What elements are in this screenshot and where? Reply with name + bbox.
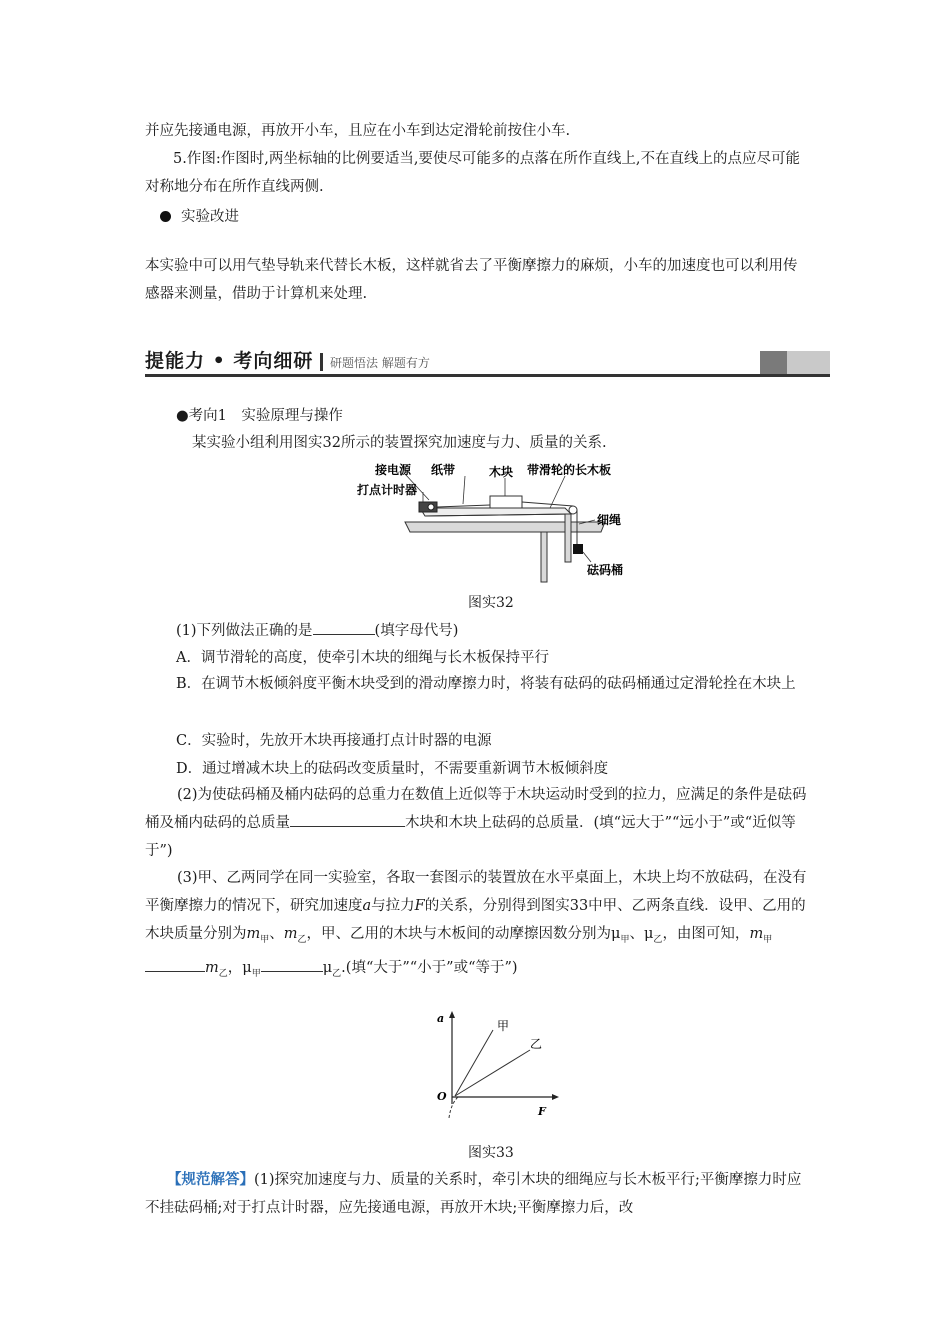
x-axis-arrow bbox=[552, 1094, 559, 1100]
q3-part1: (3)甲、乙两同学在同一实验室，各取一套图示的装置放在水平桌面上，木块上均不放砝码，在没有平衡摩擦力的情况下，研究加速度 bbox=[145, 870, 807, 914]
sub-jia: 甲 bbox=[620, 934, 630, 945]
origin-label: O bbox=[437, 1090, 447, 1103]
var-a: a bbox=[362, 898, 372, 914]
label-block: 木块 bbox=[489, 465, 514, 479]
var-mu: μ bbox=[322, 959, 333, 976]
label-string: 细绳 bbox=[597, 513, 622, 527]
y-axis-arrow bbox=[449, 1011, 455, 1018]
figure-33-caption: 图实33 bbox=[468, 1145, 514, 1161]
axis-x-label: F bbox=[538, 1105, 546, 1118]
line-jia bbox=[455, 1030, 493, 1096]
paper-tape bbox=[437, 505, 490, 507]
answer-paragraph bbox=[145, 1166, 810, 1222]
leader-tape bbox=[463, 476, 465, 504]
q3-part2: 与拉力 bbox=[371, 898, 415, 914]
sub-yi: 乙 bbox=[653, 934, 663, 945]
sub-jia: 甲 bbox=[763, 934, 773, 945]
line-yi bbox=[455, 1050, 530, 1096]
table-top bbox=[405, 522, 605, 532]
section-header-title: 提能力 • 考向细研 bbox=[145, 350, 314, 372]
label-power: 接电源 bbox=[375, 463, 412, 477]
sep: 、 bbox=[269, 926, 284, 942]
var-m: m bbox=[749, 926, 764, 942]
var-mu: μ bbox=[643, 926, 654, 942]
timer-knob bbox=[428, 504, 434, 510]
bullet-icon bbox=[160, 211, 171, 222]
improve-heading-text: 实验改进 bbox=[181, 209, 239, 225]
figure-32-caption: 图实32 bbox=[468, 595, 514, 611]
q1-tail: (填字母代号) bbox=[374, 623, 459, 639]
dashed-curve bbox=[449, 1096, 459, 1118]
q1-option-d: D．通过增减木块上的砝码改变质量时，不需要重新调节木板倾斜度 bbox=[176, 761, 609, 777]
q2-text bbox=[145, 781, 810, 865]
intro-line-1: 并应先接通电源，再放开小车，且应在小车到达定滑轮前按住小车. bbox=[145, 123, 571, 139]
figure-33-graph bbox=[425, 1008, 565, 1118]
leader-bucket bbox=[583, 552, 591, 562]
q1-answer-blank[interactable] bbox=[313, 620, 375, 635]
q3-text bbox=[145, 864, 810, 988]
header-accent-light bbox=[787, 351, 830, 374]
line-yi-label: 乙 bbox=[530, 1037, 543, 1051]
q2-part2: 木块和木块上砝码的总质量．(填“远大于”“远小于”或“近似等于”) bbox=[145, 815, 796, 859]
q3-part4: ，甲、乙用的木块与木板间的动摩擦因数分别为 bbox=[306, 926, 612, 942]
label-tape: 纸带 bbox=[431, 463, 456, 477]
var-F: F bbox=[414, 898, 425, 914]
sub-yi: 乙 bbox=[297, 934, 307, 945]
var-mu: μ bbox=[242, 959, 252, 976]
answer-tag: 【规范解答】 bbox=[167, 1171, 254, 1188]
leader-board bbox=[550, 476, 565, 508]
label-timer: 打点计时器 bbox=[357, 483, 418, 497]
q3-mu-blank[interactable] bbox=[261, 957, 323, 972]
direction-heading: ●考向1 实验原理与操作 bbox=[176, 408, 343, 424]
sub-yi: 乙 bbox=[332, 968, 342, 979]
label-board: 带滑轮的长木板 bbox=[527, 463, 612, 477]
sep: 、 bbox=[629, 926, 644, 942]
figure-32-apparatus bbox=[355, 458, 635, 588]
header-accent-dark bbox=[760, 351, 787, 374]
sub-jia: 甲 bbox=[260, 934, 270, 945]
improve-heading bbox=[160, 207, 239, 227]
label-bucket: 砝码桶 bbox=[587, 563, 624, 577]
q2-answer-blank[interactable] bbox=[290, 812, 405, 827]
line-jia-label: 甲 bbox=[497, 1019, 510, 1033]
pulley-post bbox=[565, 514, 571, 562]
pulley bbox=[569, 506, 577, 514]
q3-part3: 的关系，分别得到图实33中甲、乙两条直线．设甲、乙用的木块质量分别为 bbox=[145, 898, 806, 942]
section-header-subtitle: 研题悟法 解题有方 bbox=[330, 356, 430, 370]
answer-text: (1)探究加速度与力、质量的关系时，牵引木块的细绳应与长木板平行;平衡摩擦力时应不挂砝码桶;对于打点计时器，应先接通电源，再放开木块;平衡摩擦力后，改 bbox=[145, 1172, 802, 1216]
weight-bucket bbox=[573, 544, 583, 554]
q3-mass-blank[interactable] bbox=[145, 957, 205, 972]
intro-item-5: 5.作图:作图时,两坐标轴的比例要适当,要使尽可能多的点落在所作直线上,不在直线上的点应尽可能对称地分布在所作直线两侧. bbox=[145, 151, 801, 195]
comma: ， bbox=[227, 959, 243, 976]
axis-y-label: a bbox=[437, 1012, 445, 1025]
wood-block bbox=[490, 496, 522, 508]
q2-part1: (2)为使砝码桶及桶内砝码的总重力在数值上近似等于木块运动时受到的拉力，应满足的条件是砝码桶及桶内砝码的总质量 bbox=[145, 787, 807, 831]
header-rule bbox=[145, 374, 830, 377]
q1-text bbox=[176, 620, 458, 641]
sub-yi: 乙 bbox=[218, 968, 228, 979]
table-leg bbox=[541, 532, 547, 582]
var-m: m bbox=[283, 926, 298, 942]
string bbox=[522, 502, 573, 506]
q3-part5: ，由图可知， bbox=[662, 926, 750, 942]
var-m: m bbox=[205, 959, 219, 976]
q1-option-b: B．在调节木板倾斜度平衡木块受到的滑动摩擦力时，将装有砝码的砝码桶通过定滑轮拴在木块上 bbox=[176, 676, 796, 692]
q1-stem: (1)下列做法正确的是 bbox=[176, 623, 313, 639]
q3-tail: .(填“大于”“小于”或“等于”) bbox=[341, 959, 518, 976]
section-header bbox=[145, 346, 830, 380]
var-m: m bbox=[246, 926, 261, 942]
improve-text: 本实验中可以用气垫导轨来代替长木板，这样就省去了平衡摩擦力的麻烦，小车的加速度也可以利用传感器来测量，借助于计算机来处理. bbox=[145, 258, 798, 302]
problem-stem: 某实验小组利用图实32所示的装置探究加速度与力、质量的关系. bbox=[192, 435, 607, 451]
var-mu: μ bbox=[611, 926, 621, 942]
sub-jia: 甲 bbox=[251, 968, 261, 979]
header-divider bbox=[320, 353, 323, 371]
q1-option-c: C．实验时，先放开木块再接通打点计时器的电源 bbox=[176, 733, 492, 749]
q1-option-a: A．调节滑轮的高度，使牵引木块的细绳与长木板保持平行 bbox=[176, 650, 549, 666]
